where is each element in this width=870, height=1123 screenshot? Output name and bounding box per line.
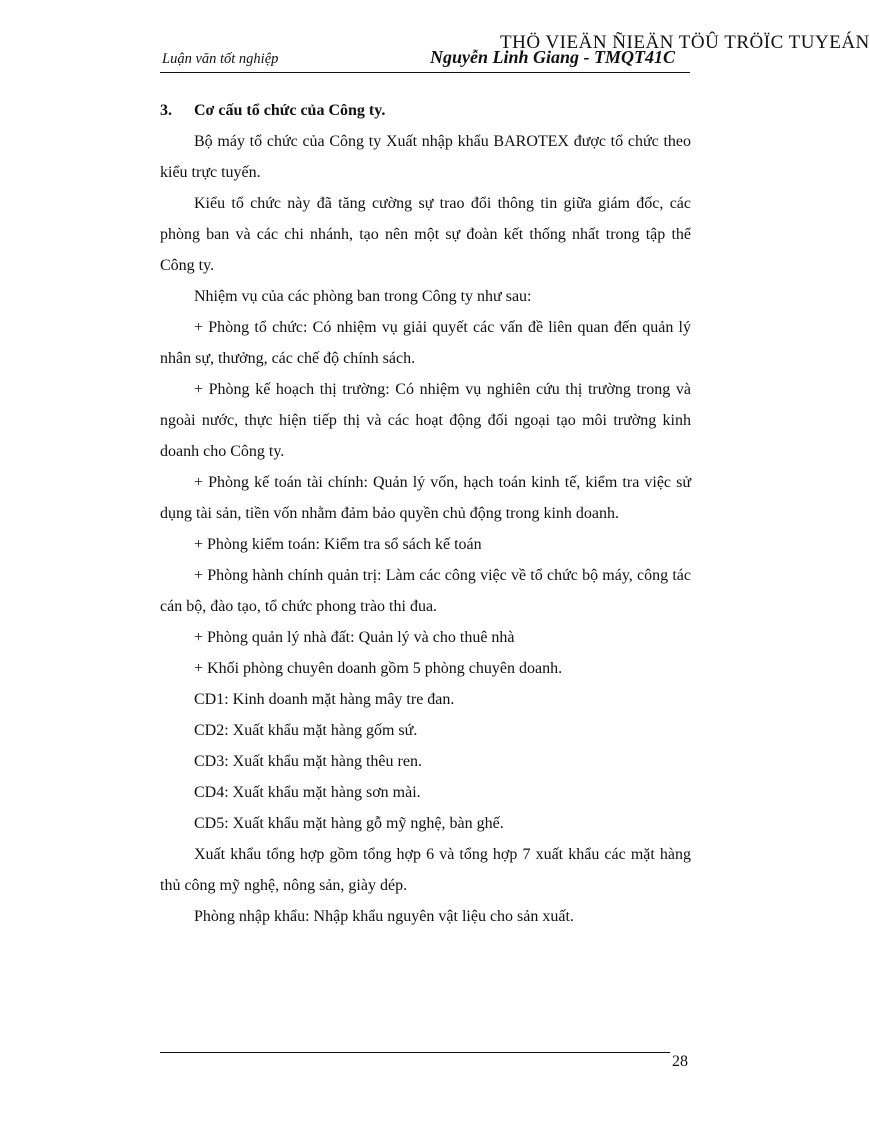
paragraph: CD1: Kinh doanh mặt hàng mây tre đan.: [194, 691, 455, 708]
footer-divider: [160, 1052, 670, 1053]
paragraph: + Phòng hành chính quản trị: Làm các công việc về tổ chức bộ máy, công tác cán bộ, đào tạo, tổ chức phong trào thi đua.: [160, 567, 691, 615]
paragraph: CD3: Xuất khẩu mặt hàng thêu ren.: [194, 753, 422, 770]
paragraph: + Phòng tổ chức: Có nhiệm vụ giải quyết các vấn đề liên quan đến quản lý nhân sự, thưởng, các chế độ chính sách.: [160, 319, 691, 367]
paragraph: + Khối phòng chuyên doanh gồm 5 phòng chuyên doanh.: [194, 660, 563, 677]
paragraph: + Phòng kế toán tài chính: Quản lý vốn, hạch toán kinh tế, kiểm tra việc sử dụng tài sản, tiền vốn nhằm đảm bảo quyền chủ động trong kinh doanh.: [160, 474, 691, 522]
paragraph: Bộ máy tổ chức của Công ty Xuất nhập khẩu BAROTEX được tổ chức theo kiểu trực tuyến.: [160, 133, 691, 181]
paragraph: + Phòng kiểm toán: Kiểm tra sổ sách kế toán: [194, 536, 482, 553]
header-thesis-label: Luận văn tốt nghiệp: [162, 51, 279, 67]
section-number: 3.: [160, 102, 172, 119]
paragraph: Phòng nhập khẩu: Nhập khẩu nguyên vật liệu cho sản xuất.: [194, 908, 574, 925]
paragraph: Kiểu tổ chức này đã tăng cường sự trao đổi thông tin giữa giám đốc, các phòng ban và các chi nhánh, tạo nên một sự đoàn kết thống nhất trong tập thể Công ty.: [160, 195, 691, 274]
section-title: Cơ cấu tổ chức của Công ty.: [194, 102, 386, 119]
paragraph: + Phòng quản lý nhà đất: Quản lý và cho thuê nhà: [194, 629, 515, 646]
paragraph: Xuất khẩu tổng hợp gồm tổng hợp 6 và tổng hợp 7 xuất khẩu các mặt hàng thủ công mỹ nghệ, nông sản, giày dép.: [160, 846, 691, 894]
header-divider: [160, 72, 690, 73]
header-author: Nguyễn Linh Giang - TMQT41C: [430, 47, 676, 67]
paragraph: + Phòng kế hoạch thị trường: Có nhiệm vụ nghiên cứu thị trường trong và ngoài nước, thực hiện tiếp thị và các hoạt động đối ngoại tạo môi trường kinh doanh cho Công ty.: [160, 381, 691, 460]
page-body: [160, 95, 691, 932]
paragraph: Nhiệm vụ của các phòng ban trong Công ty như sau:: [194, 288, 532, 305]
section-heading: [160, 95, 691, 126]
watermark-text: THÖ VIEÄN ÑIEÄN TÖÛ TRÖÏC TUYEÁN: [500, 32, 870, 53]
paragraph: CD4: Xuất khẩu mặt hàng sơn mài.: [194, 784, 421, 801]
page-number: 28: [672, 1053, 688, 1070]
paragraph: CD5: Xuất khẩu mặt hàng gỗ mỹ nghệ, bàn ghế.: [194, 815, 504, 832]
paragraph: CD2: Xuất khẩu mặt hàng gốm sứ.: [194, 722, 418, 739]
